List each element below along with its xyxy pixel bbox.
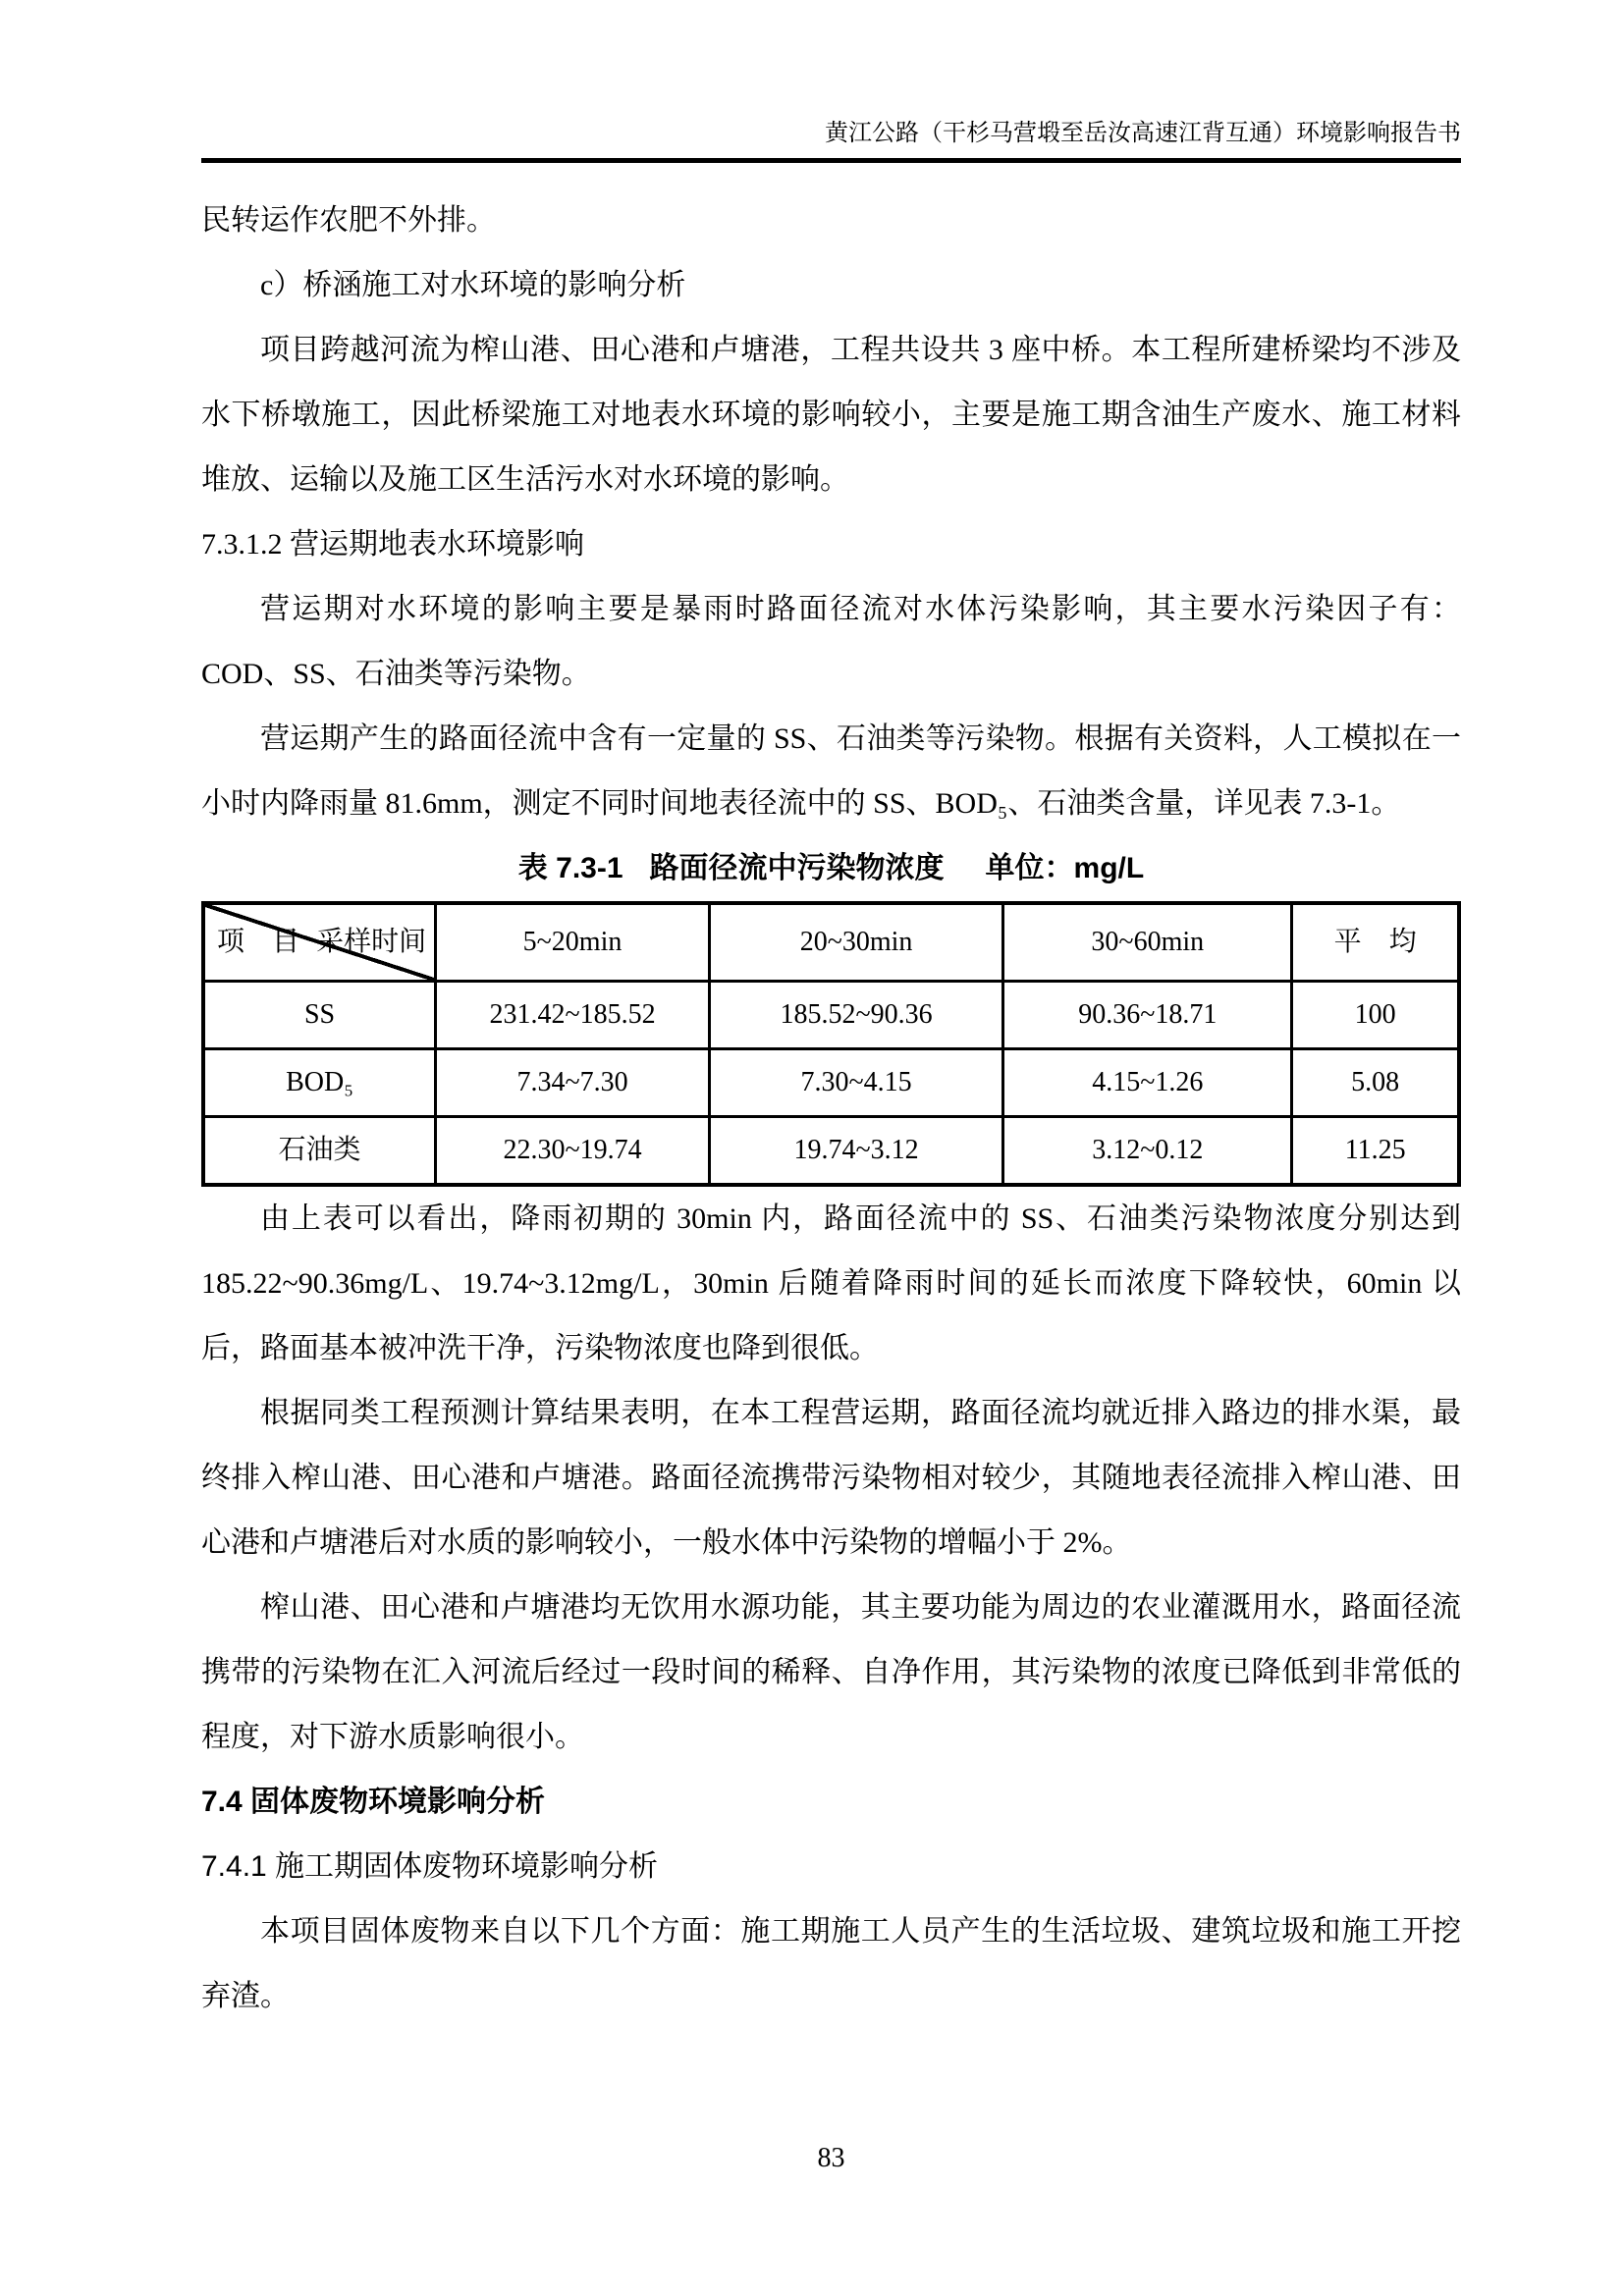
list-item-c-heading: c）桥涵施工对水环境的影响分析: [260, 269, 686, 301]
running-header: [201, 0, 1461, 147]
corner-label-item: 项 目: [217, 927, 300, 957]
table-cell: 4.15~1.26: [1003, 1049, 1292, 1117]
table-cell: 7.30~4.15: [709, 1049, 1002, 1117]
table-caption-unit: 单位：mg/L: [985, 852, 1145, 884]
paragraph-river-function: 榨山港、田心港和卢塘港均无饮用水源功能，其主要功能为周边的农业灌溉用水，路面径流携带的污染物在汇入河流后经过一段时间的稀释、自净作用，其污染物的浓度已降低到非常低的程度，对下游水质影响很小。: [201, 1591, 1461, 1753]
table-caption-label: 表 7.3-1: [517, 852, 623, 884]
table-caption: [201, 836, 1461, 901]
paragraph-bridge-construction: 项目跨越河流为榨山港、田心港和卢塘港，工程共设共 3 座中桥。本工程所建桥梁均不涉及水下桥墩施工，因此桥梁施工对地表水环境的影响较小，主要是施工期含油生产废水、施工材料堆放、运输以及施工区生活污水对水环境的影响。: [201, 334, 1461, 496]
table-cell: 19.74~3.12: [709, 1117, 1002, 1186]
table-row-ss: [203, 982, 1459, 1049]
table-cell: 3.12~0.12: [1003, 1117, 1292, 1186]
row-label-bod5: BOD₅: [203, 1049, 436, 1117]
paragraph-table-analysis: 由上表可以看出，降雨初期的 30min 内，路面径流中的 SS、石油类污染物浓度分别达到 185.22~90.36mg/L、19.74~3.12mg/L，30min 后随着降雨时间的延长而浓度下降较快，60min 以后，路面基本被冲洗干净，污染物浓度也降到很低。: [201, 1202, 1461, 1364]
page-number: 83: [817, 2143, 845, 2173]
table-cell: 90.36~18.71: [1003, 982, 1292, 1049]
table-cell: 231.42~185.52: [436, 982, 710, 1049]
table-caption-title: 路面径流中污染物浓度: [649, 852, 945, 884]
table-cell: 22.30~19.74: [436, 1117, 710, 1186]
document-body: [201, 188, 1461, 2029]
corner-label-sampling-time: 采样时间: [316, 927, 427, 957]
paragraph-storm-runoff: 营运期对水环境的影响主要是暴雨时路面径流对水体污染影响，其主要水污染因子有：COD、SS、石油类等污染物。: [201, 593, 1461, 690]
paragraph-prediction: 根据同类工程预测计算结果表明，在本工程营运期，路面径流均就近排入路边的排水渠，最终排入榨山港、田心港和卢塘港。路面径流携带污染物相对较少，其随地表径流排入榨山港、田心港和卢塘港后对水质的影响较小，一般水体中污染物的增幅小于 2%。: [201, 1397, 1461, 1559]
section-heading-7-3-1-2: 7.3.1.2 营运期地表水环境影响: [201, 528, 584, 561]
section-heading-7-4: 7.4 固体废物环境影响分析: [201, 1786, 546, 1818]
paragraph-continuation: 民转运作农肥不外排。: [201, 204, 496, 237]
row-label-ss: SS: [203, 982, 436, 1049]
header-rule: [201, 158, 1461, 163]
page-content: [201, 0, 1461, 2029]
table-corner-cell: [203, 903, 436, 982]
table-cell: 7.34~7.30: [436, 1049, 710, 1117]
paragraph-rain-simulation: 营运期产生的路面径流中含有一定量的 SS、石油类等污染物。根据有关资料，人工模拟在一小时内降雨量 81.6mm，测定不同时间地表径流中的 SS、BOD₅、石油类含量，详见表 7.3-1。: [201, 722, 1461, 820]
table-cell: 100: [1292, 982, 1459, 1049]
paragraph-solid-waste: 本项目固体废物来自以下几个方面：施工期施工人员产生的生活垃圾、建筑垃圾和施工开挖弃渣。: [201, 1915, 1461, 2012]
section-heading-7-4-1: 7.4.1 施工期固体废物环境影响分析: [201, 1850, 659, 1883]
table-cell: 5.08: [1292, 1049, 1459, 1117]
column-header-5-20min: 5~20min: [436, 903, 710, 982]
table-row-bod5: [203, 1049, 1459, 1117]
table-row-petroleum: [203, 1117, 1459, 1186]
column-header-average: 平 均: [1292, 903, 1459, 982]
pollutant-concentration-table: [201, 901, 1461, 1187]
row-label-petroleum: 石油类: [203, 1117, 436, 1186]
table-cell: 185.52~90.36: [709, 982, 1002, 1049]
table-cell: 11.25: [1292, 1117, 1459, 1186]
column-header-20-30min: 20~30min: [709, 903, 1002, 982]
column-header-30-60min: 30~60min: [1003, 903, 1292, 982]
running-header-title: 黄江公路（干杉马营塅至岳汝高速江背互通）环境影响报告书: [825, 121, 1461, 146]
table-header-row: [203, 903, 1459, 982]
